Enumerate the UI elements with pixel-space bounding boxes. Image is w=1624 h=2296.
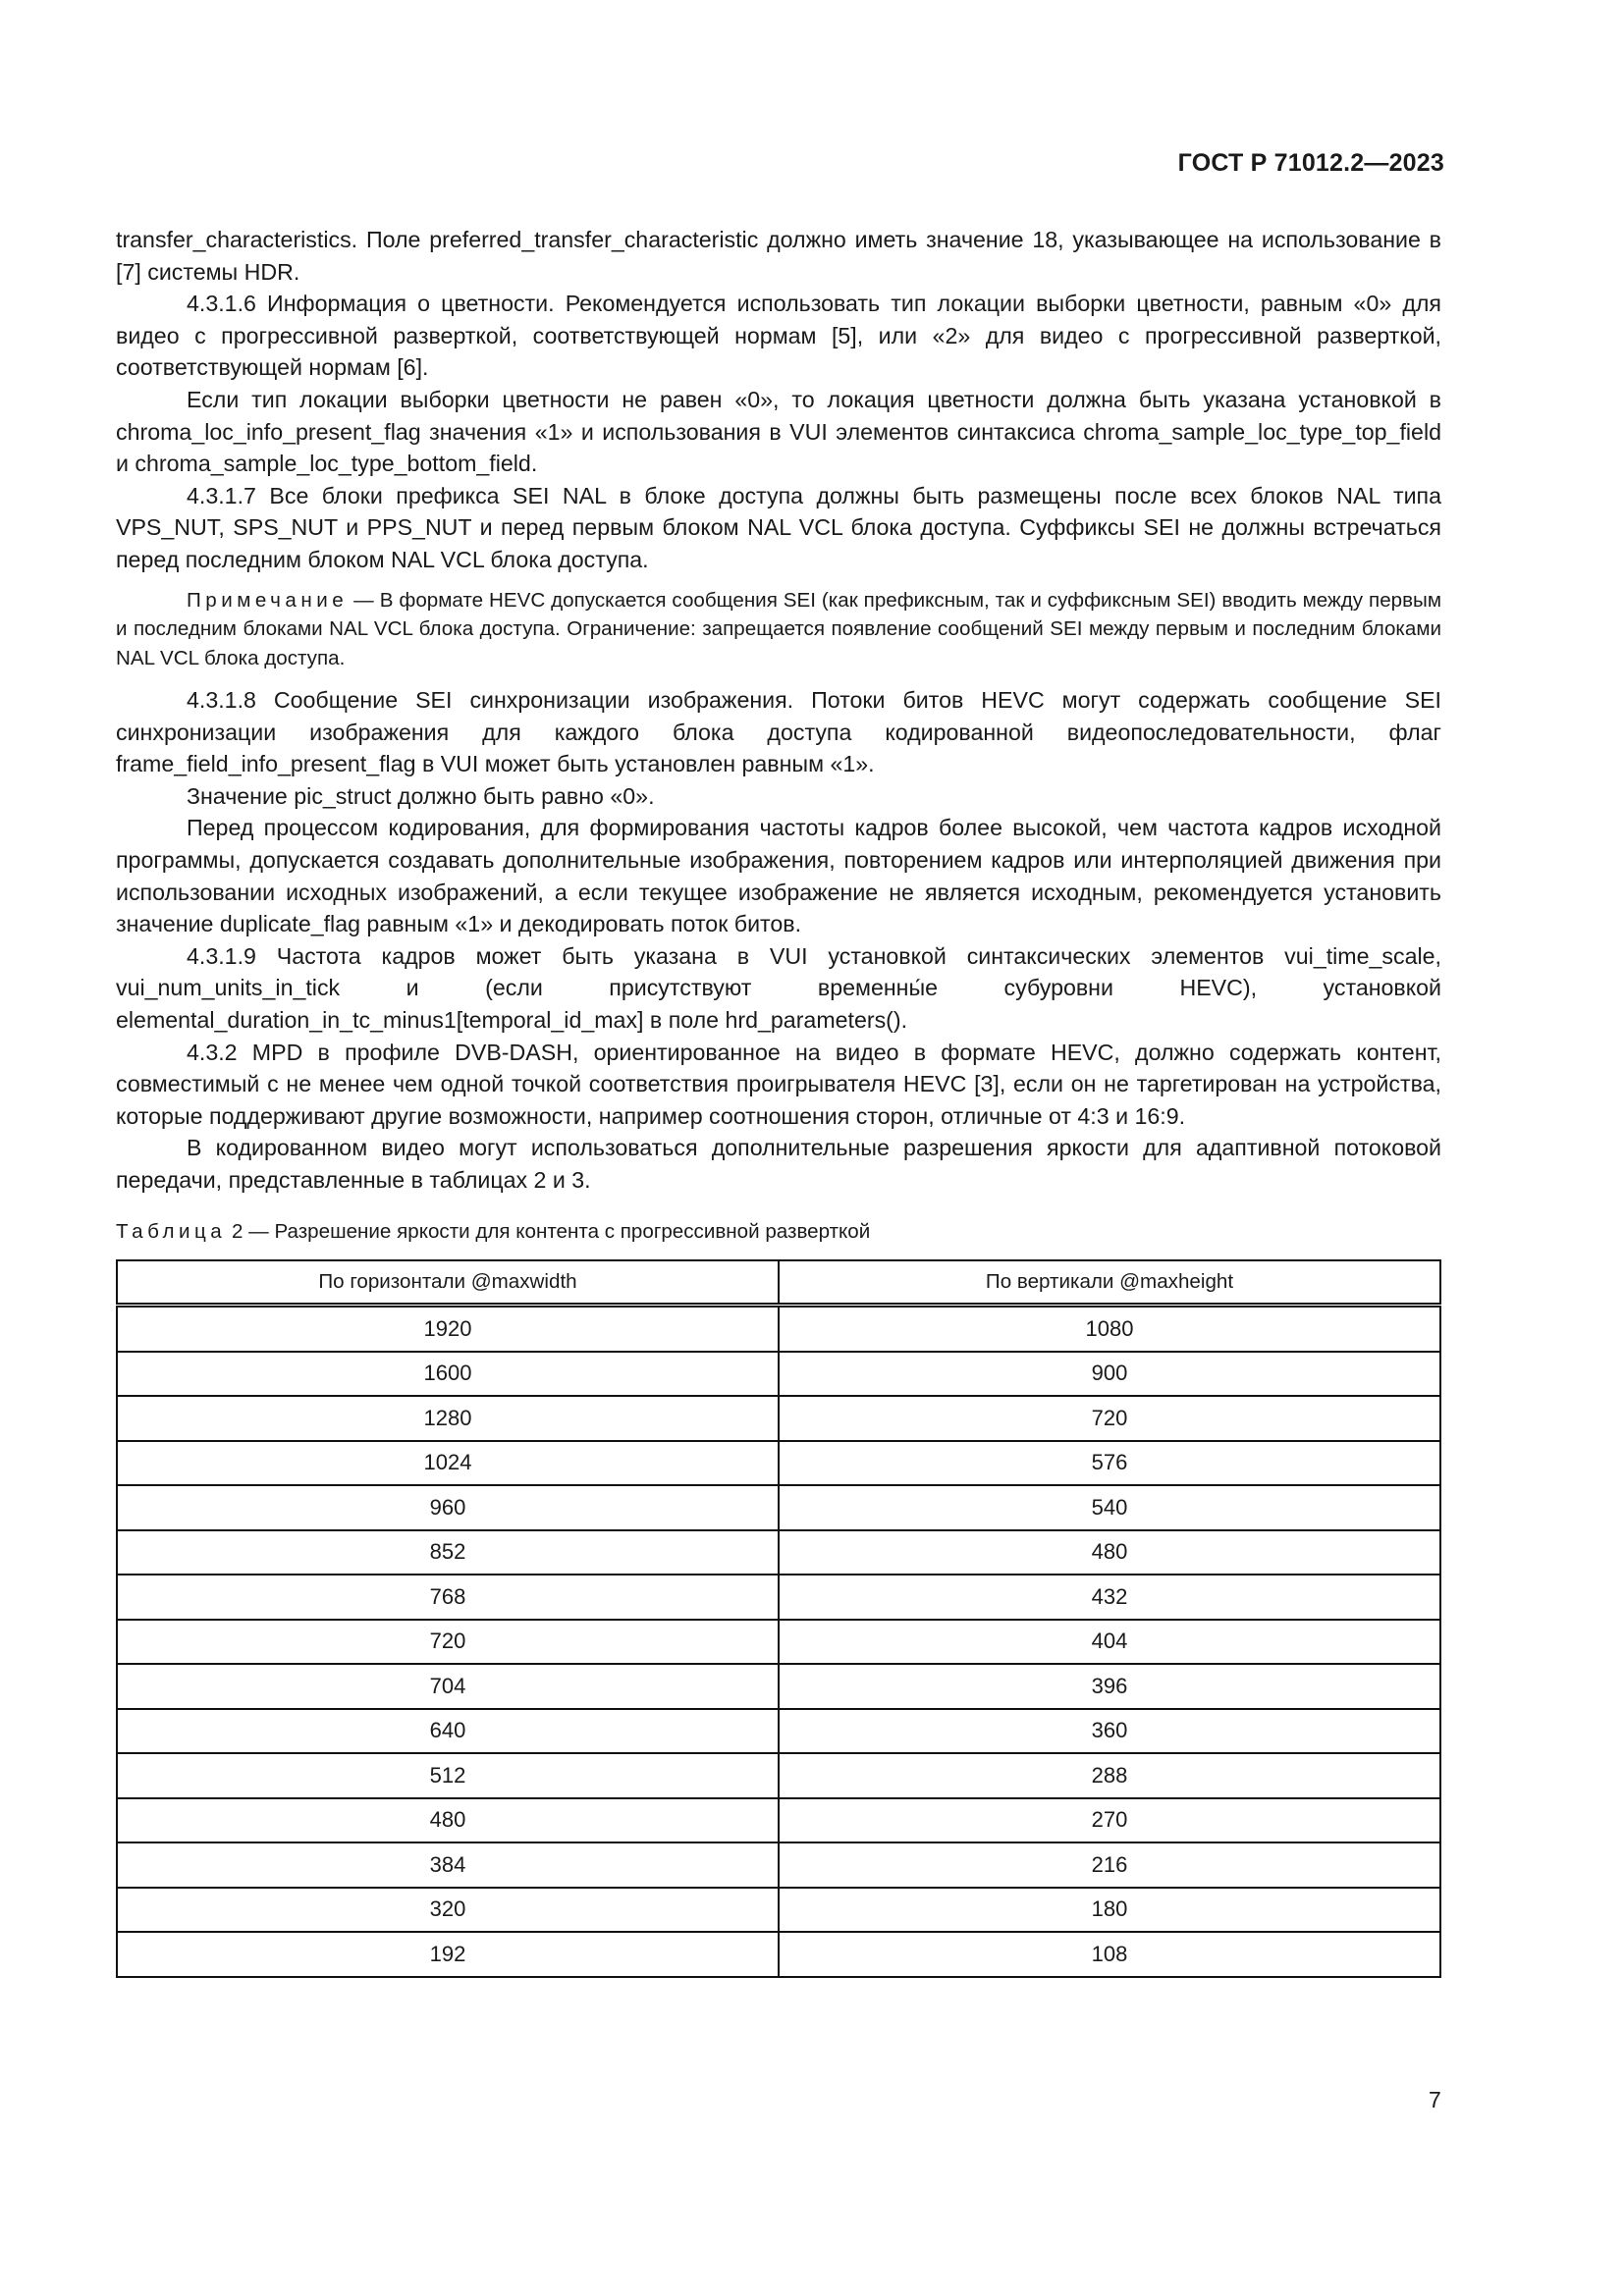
cell-maxheight: 900	[779, 1352, 1440, 1397]
cell-maxwidth: 1280	[117, 1396, 779, 1441]
table-row	[117, 1932, 1440, 1977]
table-row	[117, 1396, 1440, 1441]
paragraph-hdr-continuation: transfer_characteristics. Поле preferred_transfer_characteristic должно иметь значение 18, указывающее на использование в [7] системы HDR.	[116, 227, 1441, 285]
luma-resolution-table	[116, 1259, 1441, 1978]
table-caption-label: Таблица	[116, 1219, 227, 1243]
table-row	[117, 1888, 1440, 1933]
cell-maxheight: 432	[779, 1575, 1440, 1620]
cell-maxheight: 1080	[779, 1306, 1440, 1352]
cell-maxheight: 540	[779, 1485, 1440, 1530]
cell-maxwidth: 480	[117, 1798, 779, 1843]
table-row	[117, 1485, 1440, 1530]
cell-maxwidth: 384	[117, 1842, 779, 1888]
cell-maxwidth: 512	[117, 1753, 779, 1798]
paragraph-4-3-1-7: 4.3.1.7 Все блоки префикса SEI NAL в блоке доступа должны быть размещены после всех блоков NAL типа VPS_NUT, SPS_NUT и PPS_NUT и перед первым блоком NAL VCL блока доступа. Суффиксы SEI не должны встречаться перед последним блоком NAL VCL блока доступа.	[116, 482, 1441, 572]
cell-maxwidth: 320	[117, 1888, 779, 1933]
cell-maxheight: 360	[779, 1709, 1440, 1754]
document-standard-id: ГОСТ Р 71012.2—2023	[1177, 149, 1444, 177]
table-row	[117, 1441, 1440, 1486]
table-row	[117, 1798, 1440, 1843]
document-body	[116, 224, 1441, 1978]
cell-maxwidth: 720	[117, 1620, 779, 1665]
cell-maxheight: 216	[779, 1842, 1440, 1888]
cell-maxwidth: 1600	[117, 1352, 779, 1397]
note-block	[116, 586, 1441, 673]
note-text: — В формате HEVC допускается сообщения SEI (как префиксным, так и суффиксным SEI) вводить между первым и последним блоками NAL VCL блока доступа. Ограничение: запрещается появление сообщений SEI между первым и последним блоками NAL VCL блока доступа.	[116, 588, 1441, 669]
cell-maxheight: 720	[779, 1396, 1440, 1441]
table-row	[117, 1842, 1440, 1888]
table-caption	[116, 1216, 1441, 1249]
table-header-row	[117, 1260, 1440, 1306]
paragraph-chroma-location: Если тип локации выборки цветности не равен «0», то локация цветности должна быть указана установкой в chroma_loc_info_present_flag значения «1» и использования в VUI элементов синтаксиса chroma_sample_loc_type_top_field и chroma_sample_loc_type_bottom_field.	[116, 386, 1441, 477]
table-row	[117, 1664, 1440, 1709]
column-header-maxwidth: По горизонтали @maxwidth	[117, 1260, 779, 1306]
cell-maxwidth: 1920	[117, 1306, 779, 1352]
cell-maxwidth: 1024	[117, 1441, 779, 1486]
table-row	[117, 1753, 1440, 1798]
cell-maxheight: 288	[779, 1753, 1440, 1798]
table-row	[117, 1306, 1440, 1352]
paragraph-4-3-1-6: 4.3.1.6 Информация о цветности. Рекомендуется использовать тип локации выборки цветности, равным «0» для видео с прогрессивной разверткой, соответствующей нормам [5], или «2» для видео с прогрессивной разверткой, соответствующей нормам [6].	[116, 291, 1441, 381]
page-number: 7	[1429, 2087, 1441, 2112]
table-row	[117, 1352, 1440, 1397]
cell-maxwidth: 640	[117, 1709, 779, 1754]
cell-maxheight: 270	[779, 1798, 1440, 1843]
paragraph-4-3-2: 4.3.2 MPD в профиле DVB-DASH, ориентированное на видео в формате HEVC, должно содержать контент, совместимый с не менее чем одной точкой соответствия проигрывателя HEVC [3], если он не таргетирован на устройства, которые поддерживают другие возможности, например соотношения сторон, отличные от 4:3 и 16:9.	[116, 1039, 1441, 1129]
table-row	[117, 1575, 1440, 1620]
cell-maxwidth: 960	[117, 1485, 779, 1530]
cell-maxwidth: 852	[117, 1530, 779, 1575]
cell-maxheight: 180	[779, 1888, 1440, 1933]
paragraph-pic-struct: Значение pic_struct должно быть равно «0».	[187, 782, 655, 809]
paragraph-4-3-1-9: 4.3.1.9 Частота кадров может быть указана в VUI установкой синтаксических элементов vui_time_scale, vui_num_units_in_tick и (если присутствуют временны́е субуровни HEVC), установкой elemental_duration_in_tc_minus1[temporal_id_max] в поле hrd_parameters().	[116, 942, 1441, 1033]
paragraph-additional-resolutions: В кодированном видео могут использоваться дополнительные разрешения яркости для адаптивной потоковой передачи, представленные в таблицах 2 и 3.	[116, 1135, 1441, 1193]
table-row	[117, 1709, 1440, 1754]
column-header-maxheight: По вертикали @maxheight	[779, 1260, 1440, 1306]
table-caption-text: 2 — Разрешение яркости для контента с прогрессивной разверткой	[226, 1219, 871, 1243]
cell-maxheight: 108	[779, 1932, 1440, 1977]
paragraph-4-3-1-8: 4.3.1.8 Сообщение SEI синхронизации изображения. Потоки битов HEVC могут содержать сообщение SEI синхронизации изображения для каждого блока доступа кодированной видеопоследовательности, флаг frame_field_info_present_flag в VUI может быть установлен равным «1».	[116, 687, 1441, 777]
cell-maxheight: 576	[779, 1441, 1440, 1486]
cell-maxheight: 404	[779, 1620, 1440, 1665]
cell-maxwidth: 704	[117, 1664, 779, 1709]
table-row	[117, 1530, 1440, 1575]
cell-maxheight: 480	[779, 1530, 1440, 1575]
paragraph-frame-rate-upconversion: Перед процессом кодирования, для формирования частоты кадров более высокой, чем частота кадров исходной программы, допускается создавать дополнительные изображения, повторением кадров или интерполяцией движения при использовании исходных изображений, а если текущее изображение не является исходным, рекомендуется установить значение duplicate_flag равным «1» и декодировать поток битов.	[116, 815, 1441, 937]
note-label: Примечание	[187, 588, 349, 612]
table-row	[117, 1620, 1440, 1665]
cell-maxwidth: 192	[117, 1932, 779, 1977]
cell-maxheight: 396	[779, 1664, 1440, 1709]
cell-maxwidth: 768	[117, 1575, 779, 1620]
